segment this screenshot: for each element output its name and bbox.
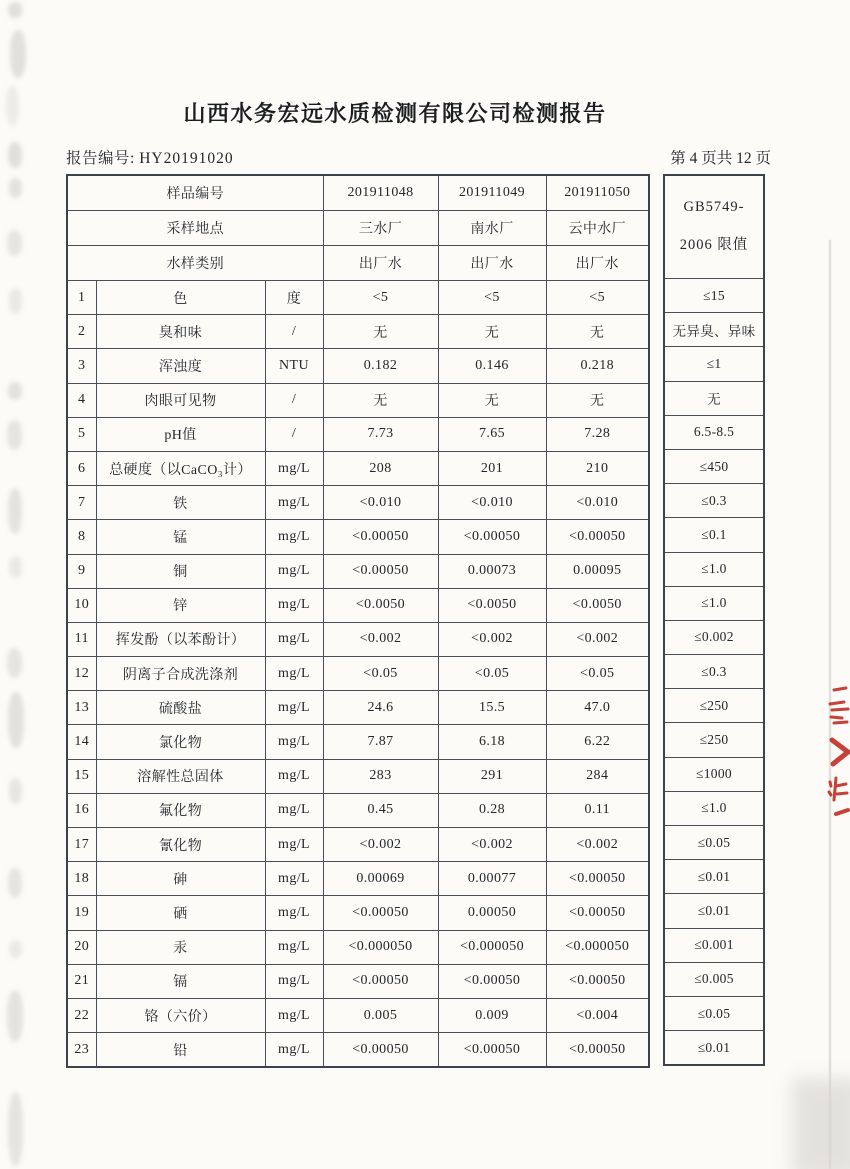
data-row — [67, 759, 649, 793]
scan-smudge — [7, 990, 23, 1042]
sample-value: <0.0050 — [546, 588, 649, 622]
limit-row — [664, 620, 764, 654]
sample-value: <0.010 — [438, 486, 546, 520]
limits-column — [663, 174, 765, 1066]
data-row — [67, 964, 649, 998]
parameter-name: 氟化物 — [96, 793, 265, 827]
sample-value: 6.18 — [438, 725, 546, 759]
data-row — [67, 793, 649, 827]
limit-row — [664, 689, 764, 723]
sample-value: <0.010 — [546, 486, 649, 520]
sample-value: <0.0050 — [323, 588, 438, 622]
limit-value: ≤0.002 — [664, 620, 764, 654]
sample-value: <0.05 — [438, 657, 546, 691]
header-value: 出厂水 — [546, 246, 649, 281]
sample-value: <0.00050 — [323, 554, 438, 588]
row-number: 16 — [67, 793, 96, 827]
parameter-name: 铁 — [96, 486, 265, 520]
sample-value: <0.010 — [323, 486, 438, 520]
limit-row — [664, 996, 764, 1030]
limit-row — [664, 860, 764, 894]
row-number: 6 — [67, 451, 96, 485]
sample-value: 无 — [323, 383, 438, 417]
scan-smudge — [9, 778, 22, 804]
unit: mg/L — [265, 998, 323, 1032]
limit-row — [664, 449, 764, 483]
scan-smudge — [10, 30, 26, 78]
parameter-name: 溶解性总固体 — [96, 759, 265, 793]
sample-value: <0.05 — [546, 657, 649, 691]
row-number: 8 — [67, 520, 96, 554]
sample-value: 291 — [438, 759, 546, 793]
parameter-name: 浑浊度 — [96, 349, 265, 383]
sample-value: 无 — [546, 315, 649, 349]
limit-row — [664, 757, 764, 791]
data-row — [67, 554, 649, 588]
sample-value: 0.146 — [438, 349, 546, 383]
unit: mg/L — [265, 691, 323, 725]
limit-standard-header — [664, 175, 764, 279]
row-number: 22 — [67, 998, 96, 1032]
sample-id: 201911050 — [546, 175, 649, 211]
unit: mg/L — [265, 828, 323, 862]
parameter-name: 氰化物 — [96, 828, 265, 862]
sample-value: <0.00050 — [438, 964, 546, 998]
sample-value: <0.05 — [323, 657, 438, 691]
limit-value: ≤0.3 — [664, 655, 764, 689]
scan-smudge — [8, 692, 24, 748]
sample-id: 201911048 — [323, 175, 438, 211]
limit-row — [664, 484, 764, 518]
row-number: 2 — [67, 315, 96, 349]
limit-row — [664, 518, 764, 552]
report-number-label: 报告编号: — [66, 150, 135, 167]
limit-value: ≤1.0 — [664, 791, 764, 825]
unit: / — [265, 315, 323, 349]
limit-value: ≤0.001 — [664, 928, 764, 962]
unit: mg/L — [265, 554, 323, 588]
sample-value: 0.00073 — [438, 554, 546, 588]
limit-row — [664, 415, 764, 449]
row-number: 23 — [67, 1033, 96, 1068]
scan-smudge — [7, 230, 22, 256]
header-value: 出厂水 — [323, 246, 438, 281]
sample-value: 0.00095 — [546, 554, 649, 588]
unit: mg/L — [265, 520, 323, 554]
data-row — [67, 998, 649, 1032]
limit-row — [664, 791, 764, 825]
limit-value: ≤250 — [664, 689, 764, 723]
header-label: 水样类别 — [67, 246, 323, 281]
limit-value: ≤0.1 — [664, 518, 764, 552]
parameter-name: 锌 — [96, 588, 265, 622]
sample-value: 210 — [546, 451, 649, 485]
sample-value: 6.22 — [546, 725, 649, 759]
limit-value: ≤1.0 — [664, 586, 764, 620]
parameter-name: 臭和味 — [96, 315, 265, 349]
limit-value: 无 — [664, 381, 764, 415]
page-indicator: 第 4 页共 12 页 — [670, 150, 771, 167]
unit: mg/L — [265, 964, 323, 998]
sample-value: <0.002 — [323, 622, 438, 656]
row-number: 7 — [67, 486, 96, 520]
data-row — [67, 862, 649, 896]
sample-value: 284 — [546, 759, 649, 793]
sample-value: 283 — [323, 759, 438, 793]
scan-smudge — [8, 2, 22, 18]
limit-value: ≤0.01 — [664, 894, 764, 928]
sample-value: 0.00069 — [323, 862, 438, 896]
limit-row — [664, 586, 764, 620]
data-row — [67, 315, 649, 349]
scan-smudge — [8, 142, 22, 168]
limit-row — [664, 313, 764, 347]
row-number: 1 — [67, 281, 96, 315]
scan-smudge — [9, 288, 22, 314]
sample-value: <0.00050 — [438, 520, 546, 554]
unit: NTU — [265, 349, 323, 383]
sample-value: 15.5 — [438, 691, 546, 725]
data-row — [67, 691, 649, 725]
data-row — [67, 383, 649, 417]
data-row — [67, 451, 649, 485]
sample-value: 无 — [438, 315, 546, 349]
limit-value: ≤0.01 — [664, 1031, 764, 1066]
unit: / — [265, 417, 323, 451]
limit-value: ≤250 — [664, 723, 764, 757]
parameter-name: 氯化物 — [96, 725, 265, 759]
limit-value: ≤0.005 — [664, 962, 764, 996]
scan-smudge — [8, 488, 22, 534]
parameter-name: 硒 — [96, 896, 265, 930]
unit: mg/L — [265, 725, 323, 759]
sample-value: <0.00050 — [546, 964, 649, 998]
unit: mg/L — [265, 588, 323, 622]
row-number: 3 — [67, 349, 96, 383]
limit-row — [664, 894, 764, 928]
data-row — [67, 1033, 649, 1068]
limit-value: ≤15 — [664, 279, 764, 313]
unit: mg/L — [265, 759, 323, 793]
limits-header-row — [664, 175, 764, 279]
sample-value: <0.002 — [546, 622, 649, 656]
limit-value: ≤450 — [664, 449, 764, 483]
sample-value: <5 — [438, 281, 546, 315]
sample-value: 208 — [323, 451, 438, 485]
header-value: 三水厂 — [323, 211, 438, 246]
unit: / — [265, 383, 323, 417]
sample-value: <0.000050 — [438, 930, 546, 964]
parameter-name: 汞 — [96, 930, 265, 964]
results-table — [66, 174, 650, 1068]
parameter-name: 硫酸盐 — [96, 691, 265, 725]
parameter-name: pH值 — [96, 417, 265, 451]
parameter-name: 挥发酚（以苯酚计） — [96, 622, 265, 656]
sample-value: <0.002 — [438, 828, 546, 862]
parameter-name: 肉眼可见物 — [96, 383, 265, 417]
limit-row — [664, 723, 764, 757]
data-row — [67, 725, 649, 759]
scan-smudge — [8, 868, 22, 898]
scan-smudge — [7, 648, 22, 678]
limit-value: ≤0.05 — [664, 996, 764, 1030]
limit-value: ≤0.01 — [664, 860, 764, 894]
scan-smudge — [8, 382, 22, 400]
limit-value: ≤0.05 — [664, 826, 764, 860]
limit-value: ≤0.3 — [664, 484, 764, 518]
row-number: 18 — [67, 862, 96, 896]
data-row — [67, 520, 649, 554]
sample-value: <0.00050 — [323, 520, 438, 554]
unit: mg/L — [265, 896, 323, 930]
unit: mg/L — [265, 862, 323, 896]
sample-value: 无 — [438, 383, 546, 417]
limit-row — [664, 279, 764, 313]
sample-value: 47.0 — [546, 691, 649, 725]
row-number: 14 — [67, 725, 96, 759]
parameter-name: 总硬度（以CaCO₃计） — [96, 451, 265, 485]
sample-value: <0.00050 — [546, 1033, 649, 1068]
data-row — [67, 622, 649, 656]
row-number: 12 — [67, 657, 96, 691]
header-value: 南水厂 — [438, 211, 546, 246]
limit-value: ≤1000 — [664, 757, 764, 791]
limit-row — [664, 962, 764, 996]
unit: 度 — [265, 281, 323, 315]
limit-row — [664, 826, 764, 860]
sample-value: 7.65 — [438, 417, 546, 451]
sample-value: <0.0050 — [438, 588, 546, 622]
sample-value: <0.00050 — [323, 964, 438, 998]
limit-row — [664, 381, 764, 415]
sample-value: <0.002 — [438, 622, 546, 656]
sample-value: 24.6 — [323, 691, 438, 725]
sample-value: <0.00050 — [438, 1033, 546, 1068]
sample-value: 无 — [323, 315, 438, 349]
row-number: 15 — [67, 759, 96, 793]
sample-value: 0.28 — [438, 793, 546, 827]
parameter-name: 镉 — [96, 964, 265, 998]
sample-value: 0.11 — [546, 793, 649, 827]
report-meta-row — [66, 146, 771, 168]
scan-smudge — [8, 1092, 23, 1166]
header-value: 云中水厂 — [546, 211, 649, 246]
limit-value: ≤1.0 — [664, 552, 764, 586]
row-number: 19 — [67, 896, 96, 930]
data-row — [67, 896, 649, 930]
unit: mg/L — [265, 486, 323, 520]
limit-row — [664, 552, 764, 586]
parameter-name: 色 — [96, 281, 265, 315]
data-row — [67, 486, 649, 520]
sample-value: 0.00077 — [438, 862, 546, 896]
sample-value: <5 — [546, 281, 649, 315]
unit: mg/L — [265, 451, 323, 485]
row-number: 20 — [67, 930, 96, 964]
parameter-name: 铅 — [96, 1033, 265, 1068]
row-number: 17 — [67, 828, 96, 862]
row-number: 4 — [67, 383, 96, 417]
sample-value: 7.28 — [546, 417, 649, 451]
row-number: 5 — [67, 417, 96, 451]
data-row — [67, 281, 649, 315]
limit-value: 6.5-8.5 — [664, 415, 764, 449]
scan-smudge — [7, 420, 22, 450]
parameter-name: 砷 — [96, 862, 265, 896]
sample-value: <0.00050 — [546, 896, 649, 930]
parameter-name: 阴离子合成洗涤剂 — [96, 657, 265, 691]
scan-edge-line — [829, 240, 831, 1169]
limit-standard-line2: 2006 限值 — [679, 237, 749, 253]
data-row — [67, 657, 649, 691]
sample-value: <0.002 — [323, 828, 438, 862]
limit-value: 无异臭、异味 — [664, 313, 764, 347]
parameter-name: 铜 — [96, 554, 265, 588]
scan-smudge — [9, 940, 22, 958]
header-row — [67, 211, 649, 246]
report-number — [66, 146, 234, 168]
header-label: 采样地点 — [67, 211, 323, 246]
data-row — [67, 588, 649, 622]
header-row — [67, 175, 649, 211]
sample-value: <5 — [323, 281, 438, 315]
red-seal-fragments-icon — [820, 682, 850, 832]
header-row — [67, 246, 649, 281]
parameter-name: 铬（六价） — [96, 998, 265, 1032]
unit: mg/L — [265, 1033, 323, 1068]
sample-value: 0.009 — [438, 998, 546, 1032]
sample-value: 0.45 — [323, 793, 438, 827]
data-row — [67, 930, 649, 964]
sample-value: <0.00050 — [323, 1033, 438, 1068]
data-row — [67, 417, 649, 451]
unit: mg/L — [265, 930, 323, 964]
row-number: 11 — [67, 622, 96, 656]
scan-smudge — [9, 178, 22, 198]
header-label: 样品编号 — [67, 175, 323, 211]
sample-value: 无 — [546, 383, 649, 417]
limit-standard-line1: GB5749- — [683, 199, 745, 216]
sample-value: 0.005 — [323, 998, 438, 1032]
scan-corner-shadow — [792, 1078, 850, 1169]
sample-id: 201911049 — [438, 175, 546, 211]
parameter-name: 锰 — [96, 520, 265, 554]
sample-value: <0.00050 — [546, 520, 649, 554]
data-row — [67, 349, 649, 383]
report-title: 山西水务宏远水质检测有限公司检测报告 — [183, 101, 607, 126]
unit: mg/L — [265, 657, 323, 691]
sample-value: <0.000050 — [323, 930, 438, 964]
sample-value: <0.000050 — [546, 930, 649, 964]
row-number: 13 — [67, 691, 96, 725]
sample-value: 7.73 — [323, 417, 438, 451]
limit-row — [664, 928, 764, 962]
scan-smudge — [9, 556, 22, 578]
sample-value: <0.00050 — [323, 896, 438, 930]
unit: mg/L — [265, 622, 323, 656]
unit: mg/L — [265, 793, 323, 827]
row-number: 10 — [67, 588, 96, 622]
sample-value: 0.182 — [323, 349, 438, 383]
report-number-value: HY20191020 — [139, 150, 234, 167]
limit-row — [664, 1031, 764, 1066]
sample-value: 7.87 — [323, 725, 438, 759]
limit-row — [664, 655, 764, 689]
row-number: 9 — [67, 554, 96, 588]
sample-value: <0.002 — [546, 828, 649, 862]
sample-value: <0.00050 — [546, 862, 649, 896]
sample-value: 201 — [438, 451, 546, 485]
sample-value: 0.00050 — [438, 896, 546, 930]
sample-value: <0.004 — [546, 998, 649, 1032]
sample-value: 0.218 — [546, 349, 649, 383]
limit-value: ≤1 — [664, 347, 764, 381]
header-value: 出厂水 — [438, 246, 546, 281]
row-number: 21 — [67, 964, 96, 998]
limit-row — [664, 347, 764, 381]
data-row — [67, 828, 649, 862]
